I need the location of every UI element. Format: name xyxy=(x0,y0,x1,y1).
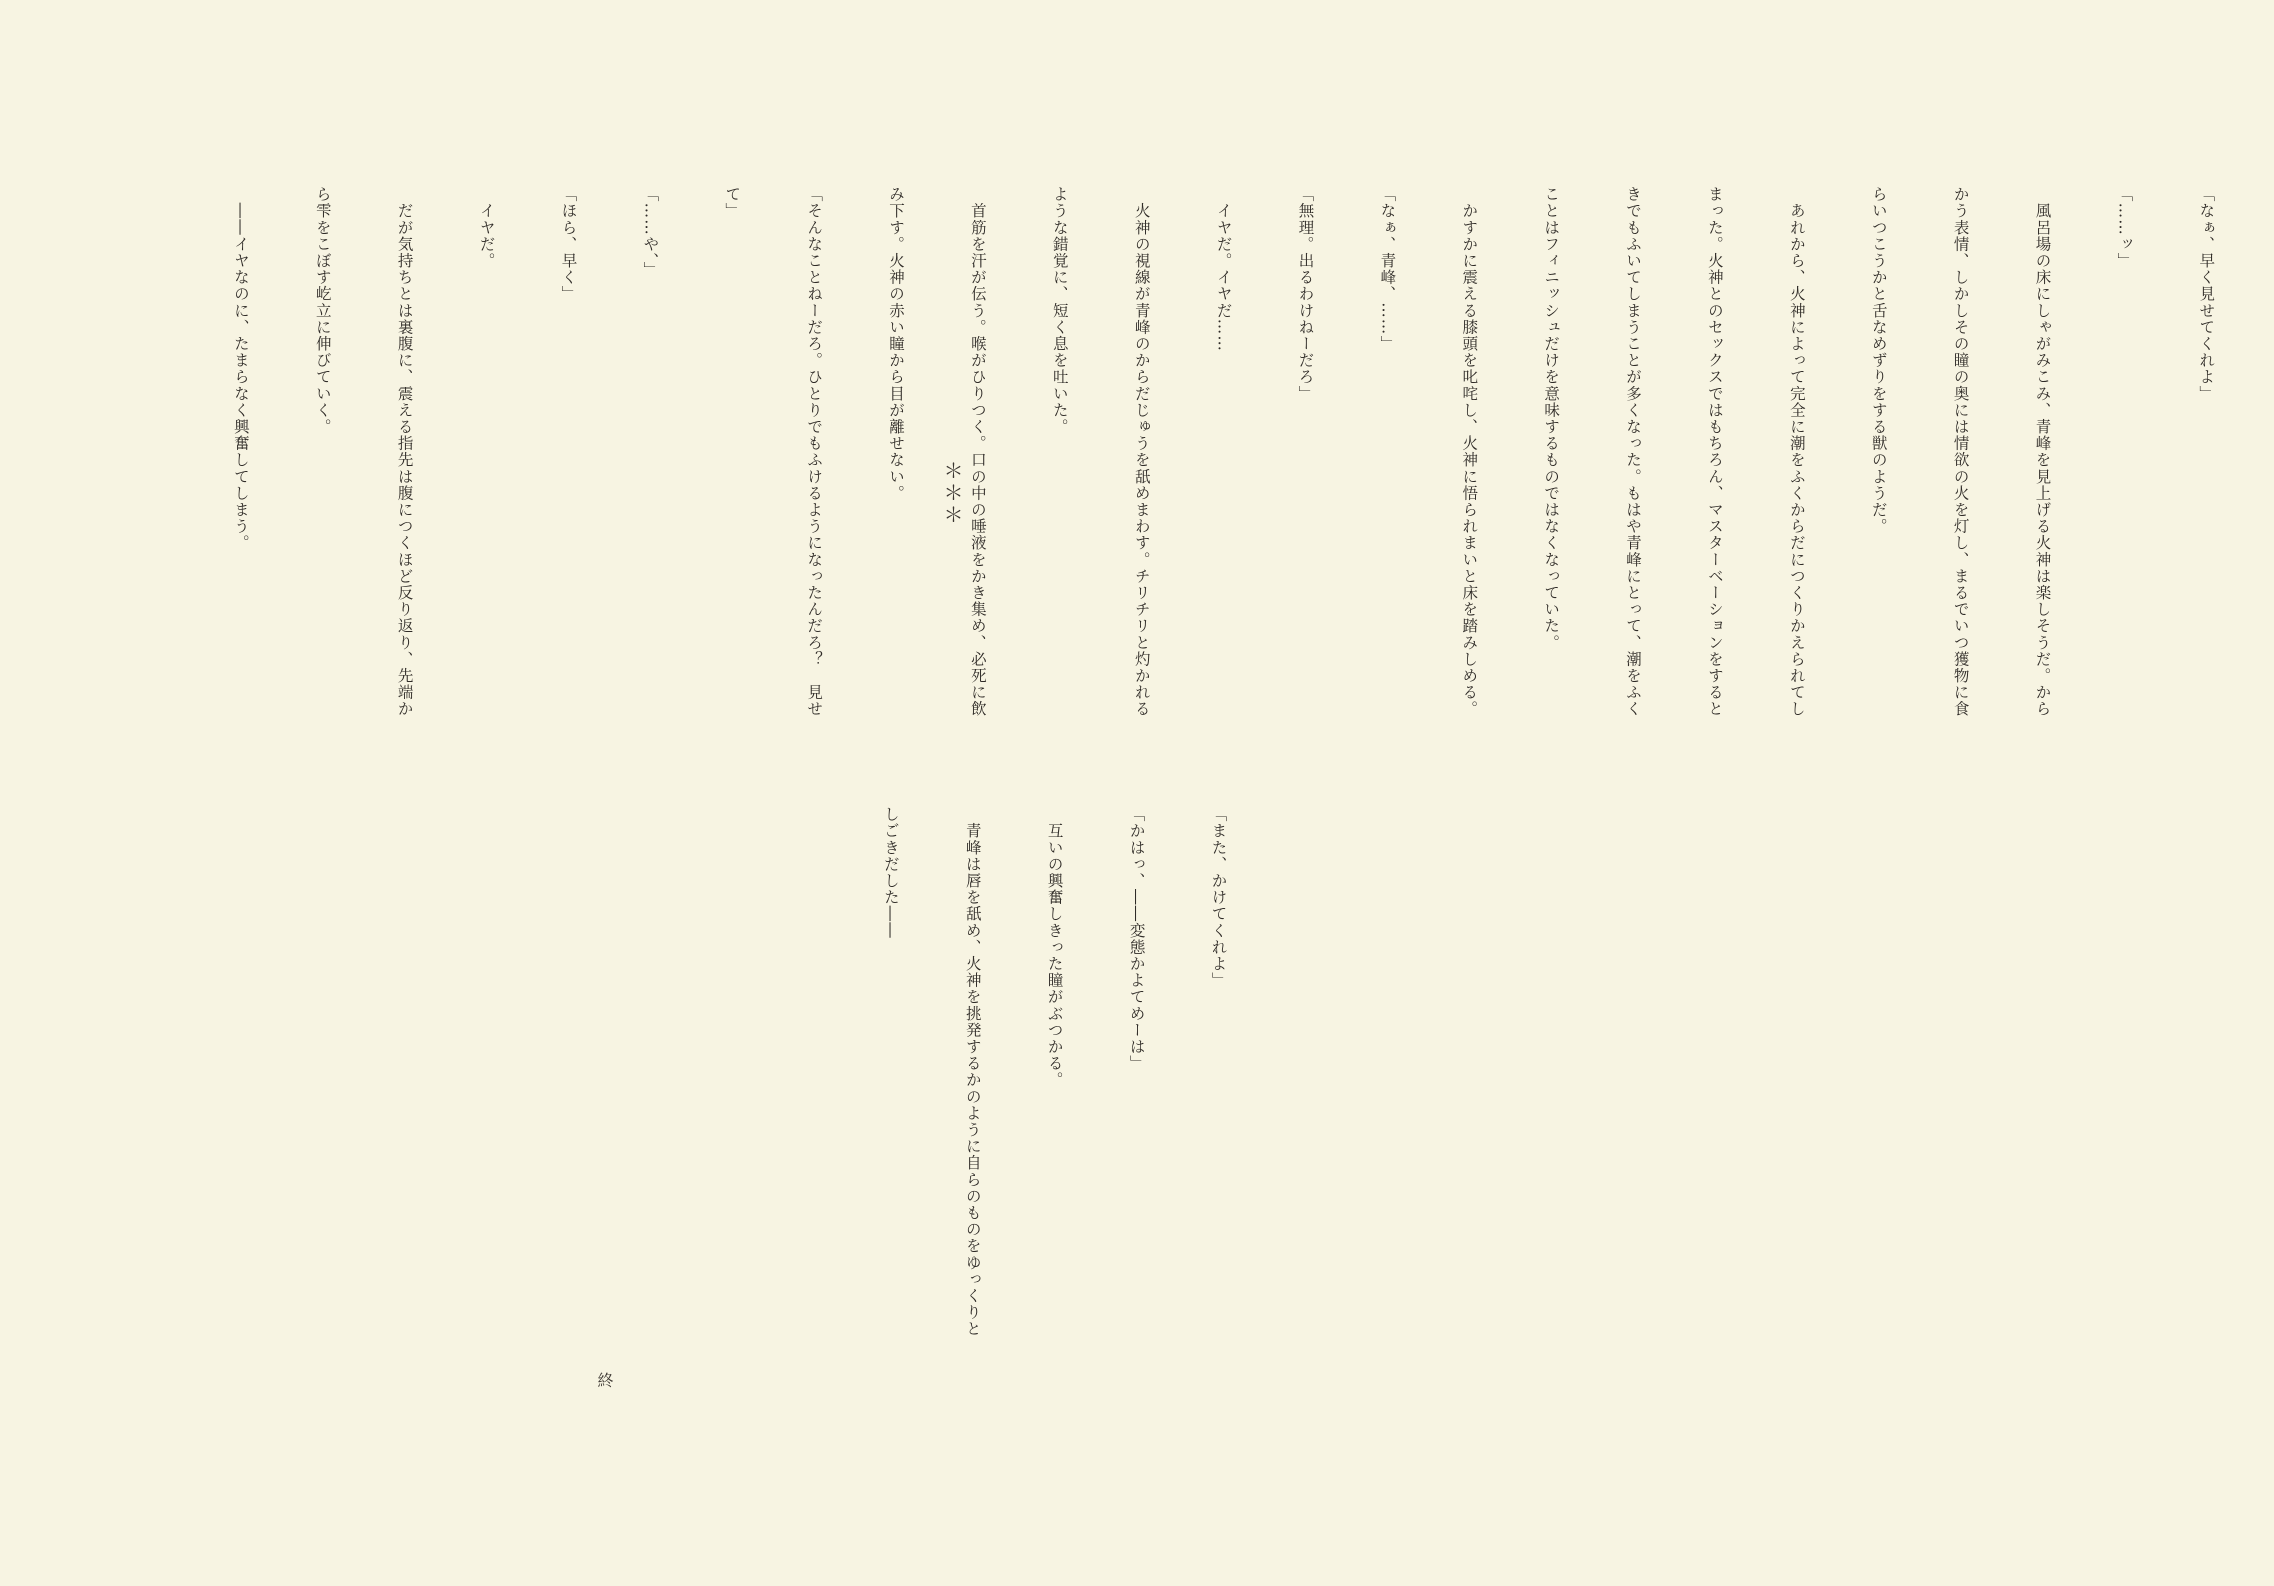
text-line: しごきだした―― xyxy=(881,806,900,939)
text-line: み下す。火神の赤い瞳から目が離せない。 xyxy=(887,186,906,502)
text-line: まった。火神とのセックスではもちろん、マスターベーションをすると xyxy=(1705,186,1724,718)
text-line: 互いの興奮しきった瞳がぶつかる。 xyxy=(1045,806,1064,1089)
text-line: 「なぁ、早く見せてくれよ」 xyxy=(2197,186,2216,402)
text-line: 「そんなことねーだろ。ひとりでもふけるようになったんだろ？ 見せ xyxy=(805,186,824,718)
text-line: て」 xyxy=(723,186,742,220)
text-line: きでもふいてしまうことが多くなった。もはや青峰にとって、潮をふく xyxy=(1624,186,1643,718)
text-line: かすかに震える膝頭を叱咤し、火神に悟られまいと床を踏みしめる。 xyxy=(1460,186,1479,718)
text-line: 「また、かけてくれよ」 xyxy=(1209,806,1228,989)
text-line: 「なぁ、青峰、……」 xyxy=(1378,186,1397,352)
text-line: 首筋を汗が伝う。喉がひりつく。口の中の唾液をかき集め、必死に飲 xyxy=(968,186,987,718)
main-text-block xyxy=(172,186,2274,786)
text-line: 青峰は唇を舐め、火神を挑発するかのように自らのものをゆっくりと xyxy=(963,806,982,1338)
text-line: かう表情、しかしその瞳の奥には情欲の火を灯し、まるでいつ獲物に食 xyxy=(1951,186,1970,718)
text-line: ――イヤなのに、たまらなく興奮してしまう。 xyxy=(231,186,250,552)
text-line: 風呂場の床にしゃがみこみ、青峰を見上げる火神は楽しそうだ。から xyxy=(2033,186,2052,718)
text-line: あれから、火神によって完全に潮をふくからだにつくりかえられてし xyxy=(1787,186,1806,718)
text-line: ような錯覚に、短く息を吐いた。 xyxy=(1050,186,1069,435)
scene-separator: ＊＊＊ xyxy=(940,460,964,526)
text-line: イヤだ。 xyxy=(477,186,496,269)
text-line: 「ほら、早く」 xyxy=(559,186,578,303)
text-line: ら雫をこぼす屹立に伸びていく。 xyxy=(313,186,332,435)
text-line: だが気持ちとは裏腹に、震える指先は腹につくほど反り返り、先端か xyxy=(395,186,414,718)
ending-text-block xyxy=(822,806,1286,1406)
text-line: 「かはっ、――変態かよてめーは」 xyxy=(1127,806,1146,1072)
end-mark: 終 xyxy=(595,1372,614,1390)
text-line: 「無理。出るわけねーだろ」 xyxy=(1296,186,1315,402)
text-line: 「……や、」 xyxy=(641,186,660,278)
text-line: らいつこうかと舌なめずりをする獣のようだ。 xyxy=(1869,186,1888,535)
text-line: ことはフィニッシュだけを意味するものではなくなっていた。 xyxy=(1542,186,1561,651)
text-line: 「……ッ」 xyxy=(2115,186,2134,269)
text-line: 火神の視線が青峰のからだじゅうを舐めまわす。チリチリと灼かれる xyxy=(1132,186,1151,718)
text-line: イヤだ。イヤだ…… xyxy=(1214,186,1233,352)
